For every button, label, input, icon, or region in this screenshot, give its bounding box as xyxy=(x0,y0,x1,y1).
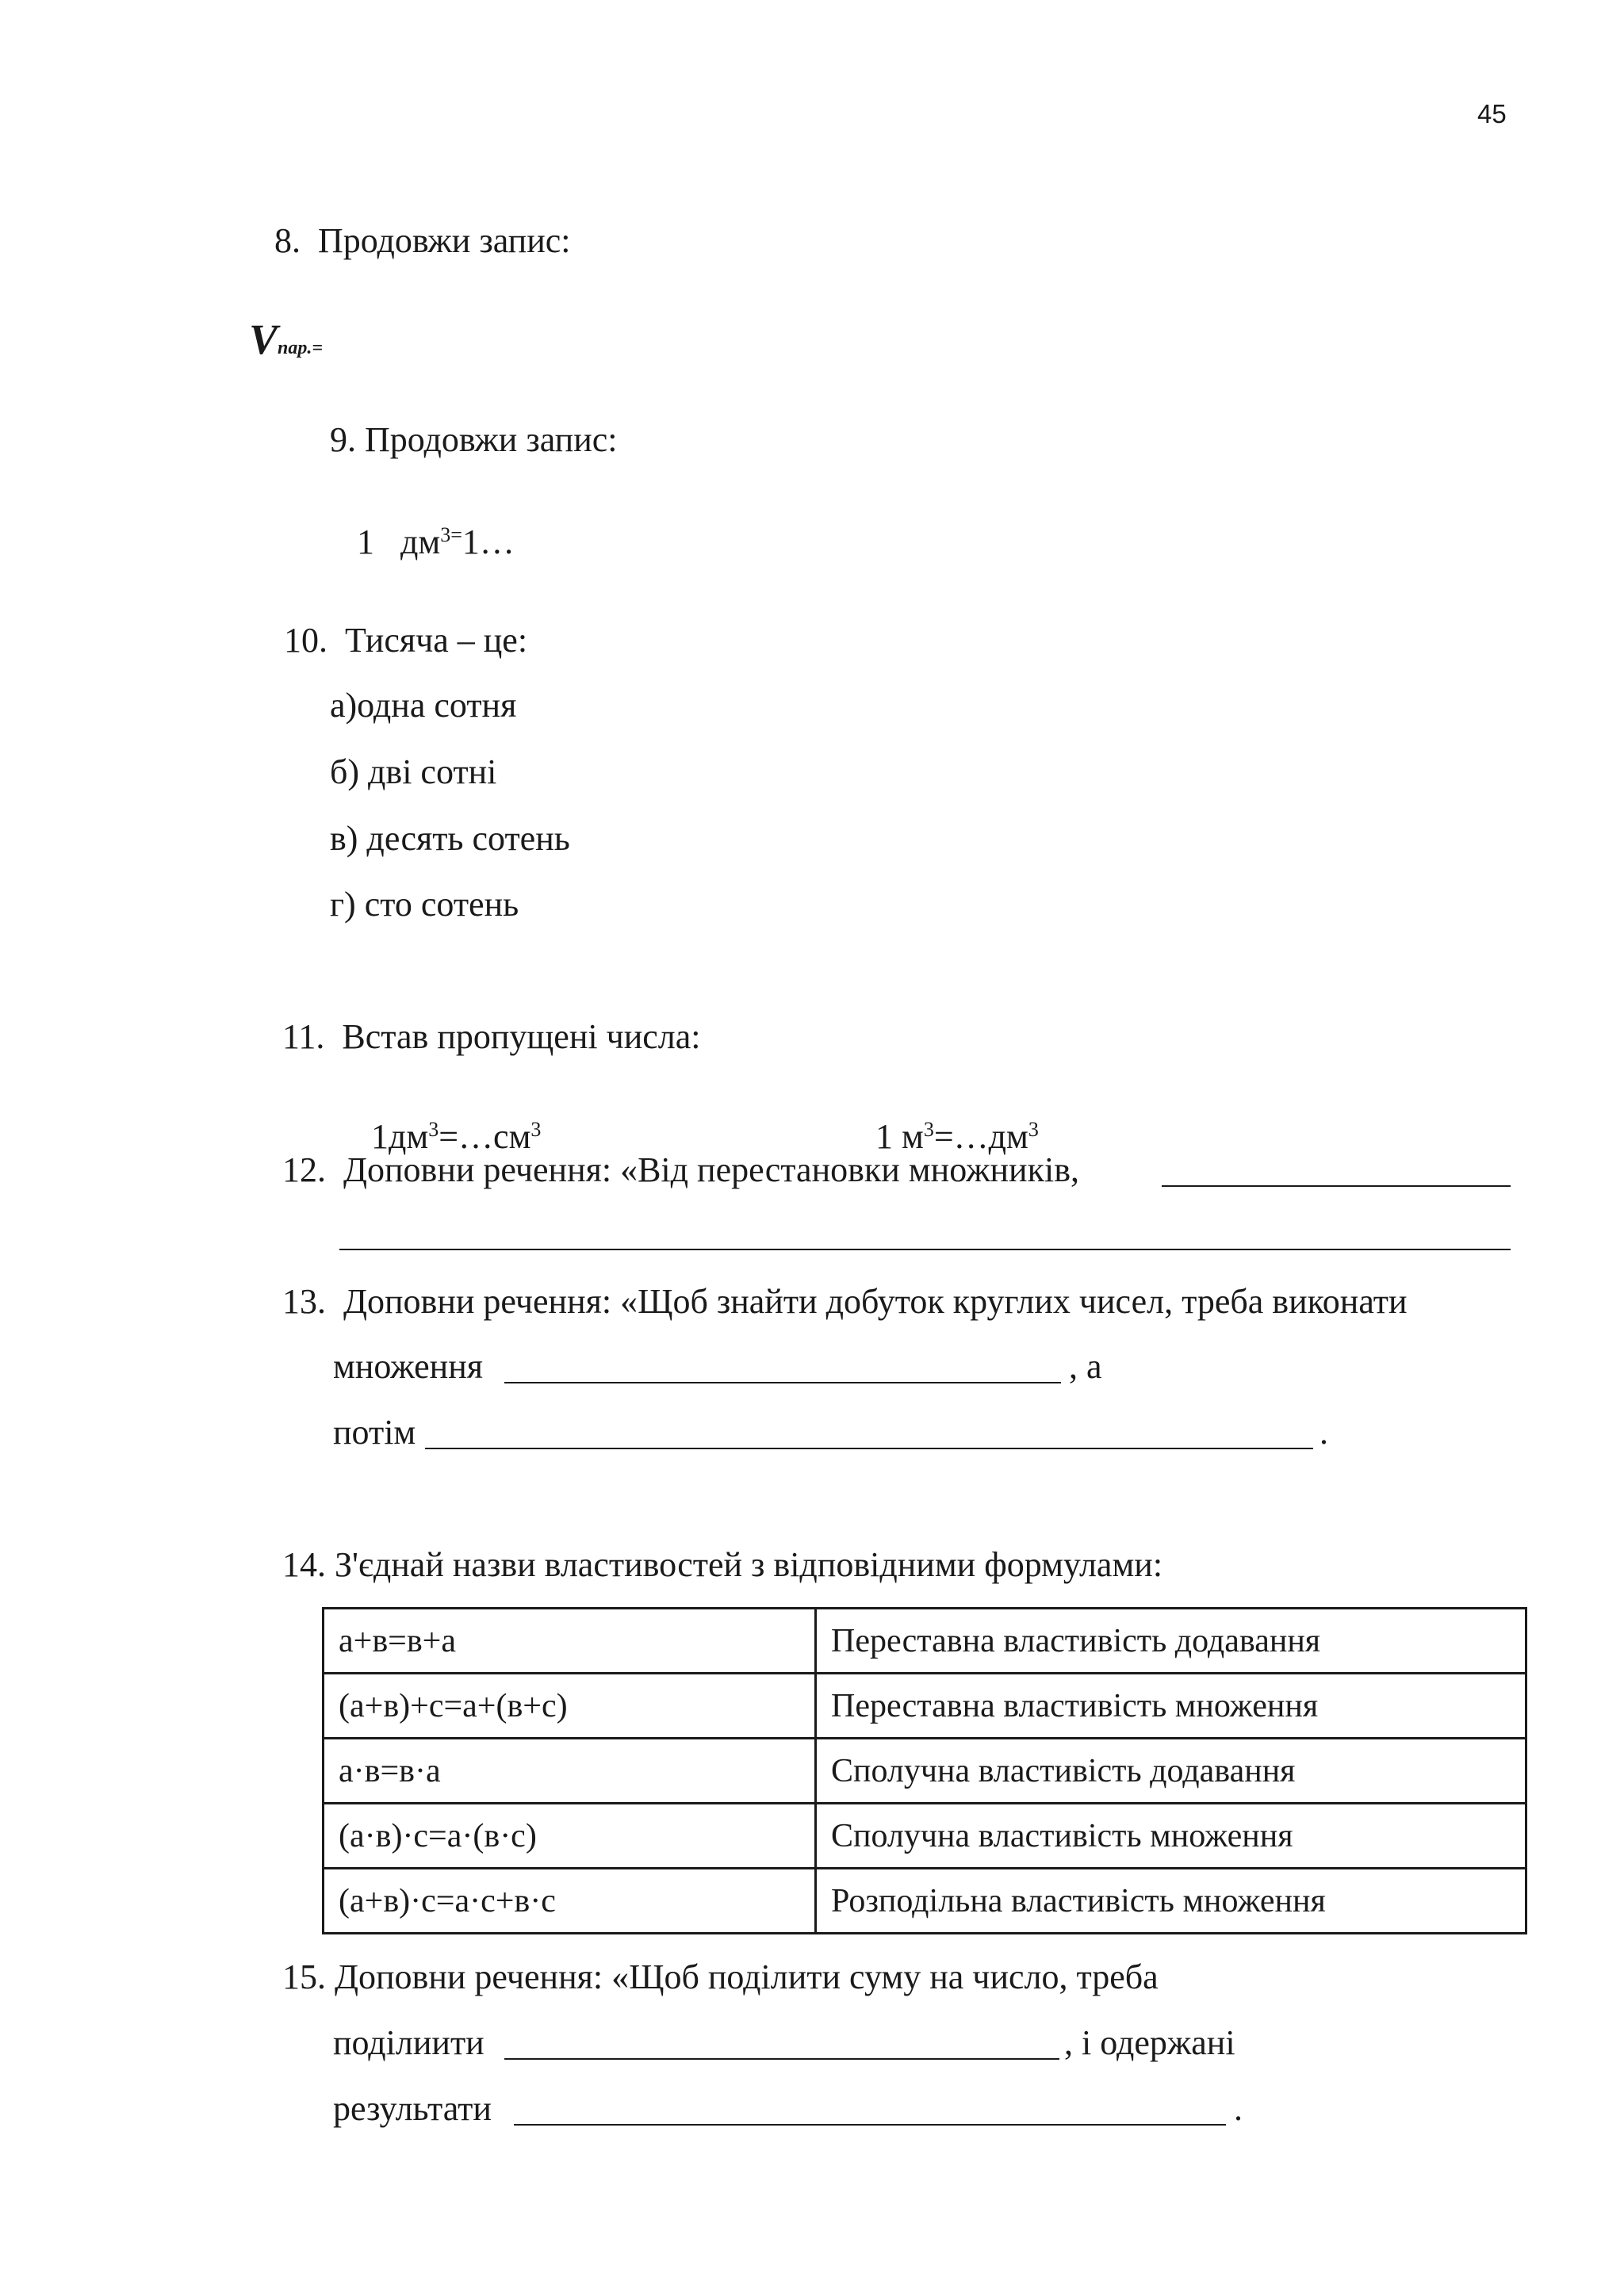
question-13-line-2: множення xyxy=(333,1347,483,1386)
formula-cell[interactable]: а+в=в+а xyxy=(324,1609,816,1674)
question-11-left-expression xyxy=(354,1085,541,1154)
formula-cell[interactable]: (а·в)·с=а·(в·с) xyxy=(324,1804,816,1869)
exponent: 3 xyxy=(1028,1118,1039,1141)
volume-subscript: пар.= xyxy=(278,338,324,358)
question-9: 9. Продовжи запис: xyxy=(330,420,618,459)
question-15-line-2: поділиити xyxy=(333,2023,485,2062)
option-d: г) сто сотень xyxy=(330,885,519,924)
expr-continuation: 1… xyxy=(462,522,515,561)
question-12: 12. Доповни речення: «Від перестановки множників, xyxy=(282,1150,1079,1189)
property-name-cell[interactable]: Сполучна властивість множення xyxy=(816,1804,1526,1869)
exponent: 3 xyxy=(923,1118,934,1141)
page-number: 45 xyxy=(1477,99,1507,128)
table-row xyxy=(324,1674,1526,1739)
question-11: 11. Встав пропущені числа: xyxy=(282,1017,701,1056)
question-15-line-3-tail: . xyxy=(1234,2089,1243,2128)
expr-part: 1 м xyxy=(875,1117,924,1156)
option-a: а)одна сотня xyxy=(330,686,517,725)
option-b: б) дві сотні xyxy=(330,752,497,791)
expr-unit: дм xyxy=(400,522,441,561)
question-15-line-3: результати xyxy=(333,2089,492,2128)
expr-exponent: 3= xyxy=(440,523,462,546)
question-13-line-3: потім xyxy=(333,1413,416,1452)
answer-line[interactable] xyxy=(339,1249,1511,1250)
answer-line[interactable] xyxy=(1162,1185,1511,1187)
question-9-expression xyxy=(339,490,515,560)
answer-line[interactable] xyxy=(504,1382,1061,1383)
option-c: в) десять сотень xyxy=(330,819,570,858)
property-name-cell[interactable]: Сполучна властивість додавання xyxy=(816,1739,1526,1804)
expr-part: 1дм xyxy=(371,1117,429,1156)
question-15: 15. Доповни речення: «Щоб поділити суму на число, треба xyxy=(282,1957,1159,1996)
exponent: 3 xyxy=(428,1118,439,1141)
formula-cell[interactable]: а·в=в·а xyxy=(324,1739,816,1804)
expr-part: =…дм xyxy=(933,1117,1028,1156)
answer-line[interactable] xyxy=(425,1448,1313,1449)
property-name-cell[interactable]: Переставна властивість додавання xyxy=(816,1609,1526,1674)
property-name-cell[interactable]: Переставна властивість множення xyxy=(816,1674,1526,1739)
question-14: 14. З'єднай назви властивостей з відповідними формулами: xyxy=(282,1545,1163,1584)
table-row xyxy=(324,1609,1526,1674)
table-row xyxy=(324,1804,1526,1869)
answer-line[interactable] xyxy=(514,2124,1226,2126)
question-13: 13. Доповни речення: «Щоб знайти добуток круглих чисел, треба виконати xyxy=(282,1282,1408,1321)
answer-line[interactable] xyxy=(504,2058,1059,2060)
question-13-line-2-tail: , а xyxy=(1069,1347,1102,1386)
question-15-line-2-tail: , і одержані xyxy=(1064,2023,1235,2062)
volume-symbol: V xyxy=(249,316,278,363)
properties-table xyxy=(322,1607,1527,1934)
property-name-cell[interactable]: Розподільна властивість множення xyxy=(816,1869,1526,1934)
question-11-right-expression xyxy=(858,1085,1039,1154)
formula-cell[interactable]: (а+в)+с=а+(в+с) xyxy=(324,1674,816,1739)
table-row xyxy=(324,1869,1526,1934)
expr-number: 1 xyxy=(357,522,374,561)
question-8: 8. Продовжи запис: xyxy=(274,221,571,260)
formula-cell[interactable]: (а+в)·с=а·с+в·с xyxy=(324,1869,816,1934)
question-10: 10. Тисяча – це: xyxy=(284,621,528,660)
expr-part: =…см xyxy=(439,1117,531,1156)
exponent: 3 xyxy=(530,1118,542,1141)
question-13-line-3-tail: . xyxy=(1320,1413,1328,1452)
table-row xyxy=(324,1739,1526,1804)
volume-formula xyxy=(232,283,323,361)
